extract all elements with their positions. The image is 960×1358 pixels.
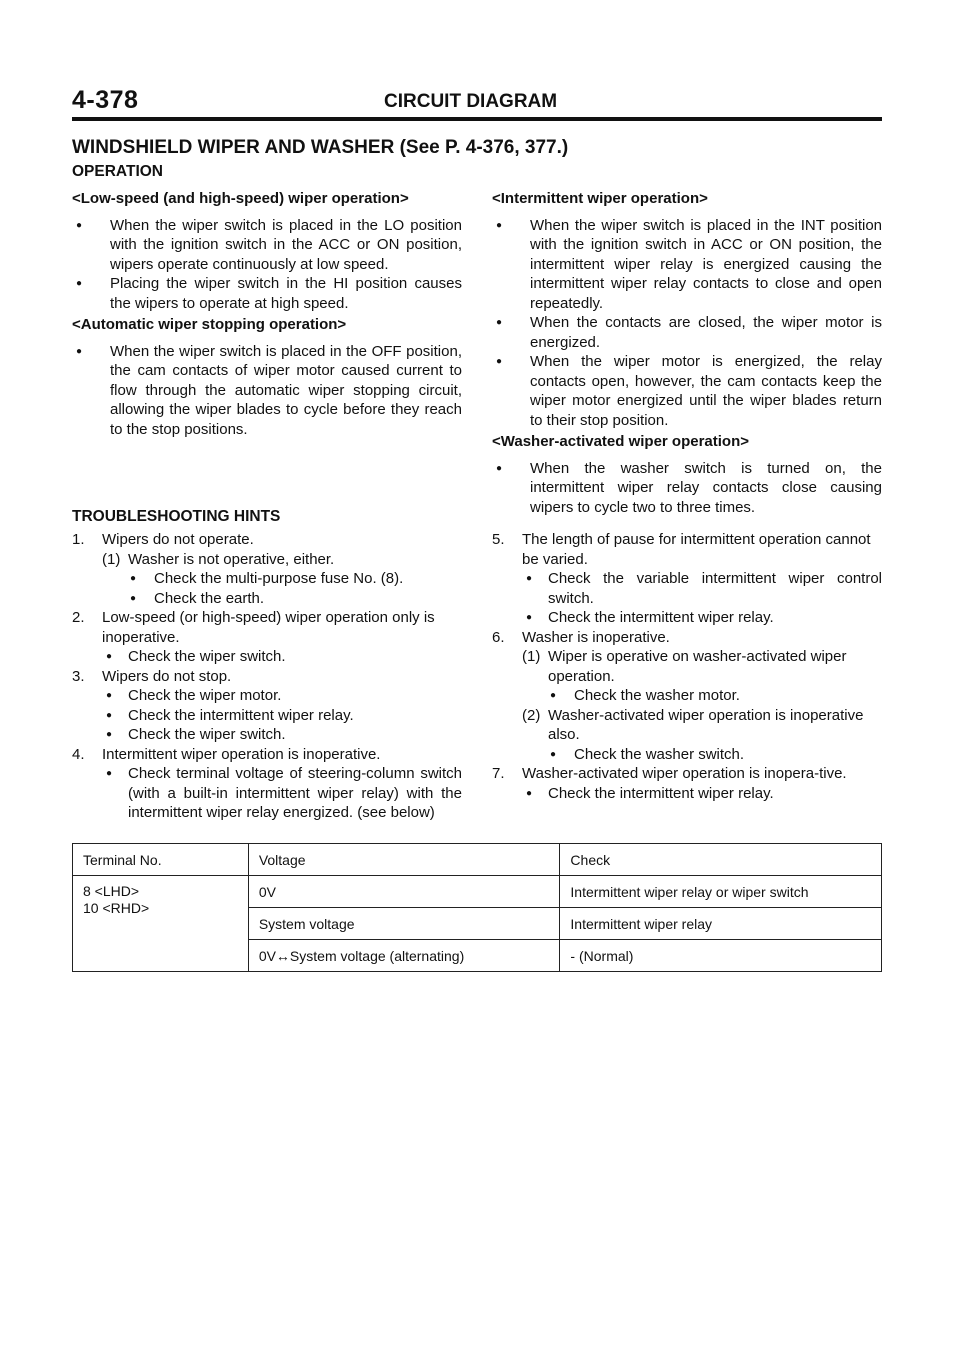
hint-number: 2. xyxy=(72,609,85,626)
auto-stop-title: <Automatic wiper stopping operation> xyxy=(72,316,347,333)
header-check: Check xyxy=(560,844,882,876)
hint-text: The length of pause for intermittent operation cannot be varied. xyxy=(522,531,871,568)
header-rule xyxy=(72,117,882,121)
auto-stop-bullet-1: ● When the wiper switch is placed in the OFF position, the cam contacts of wiper motor caused current to flow through the automatic wiper stopping circuit, allowing the wiper blades to cycle before they reach to the stop positions. xyxy=(72,342,462,440)
troubleshooting-right-column xyxy=(492,530,882,803)
terminal-lhd: 8 <LHD> xyxy=(83,883,140,899)
header-voltage: Voltage xyxy=(248,844,560,876)
operation-left-column xyxy=(72,189,462,439)
voltage-cell: System voltage xyxy=(248,908,560,940)
check-item: ● Check the multi-purpose fuse No. (8). xyxy=(72,569,462,589)
hint-number: 4. xyxy=(72,745,85,763)
hint-text: Low-speed (or high-speed) wiper operation only is inoperative. xyxy=(102,609,435,646)
hint-text: Washer is inoperative. xyxy=(522,628,670,646)
section-title: WINDSHIELD WIPER AND WASHER (See P. 4-376, 377.) xyxy=(72,137,569,158)
check-item: ● Check the intermittent wiper relay. xyxy=(492,784,882,804)
hint-number: 6. xyxy=(492,628,505,646)
hint-6-sub-1 xyxy=(492,647,882,686)
hint-4 xyxy=(72,745,462,765)
chapter-title: CIRCUIT DIAGRAM xyxy=(384,91,558,112)
terminal-voltage-table xyxy=(72,843,882,972)
troubleshooting-left-column xyxy=(72,530,462,823)
intermittent-bullet-1: ● When the wiper switch is placed in the INT position with the ignition switch in ACC or ON position, the intermittent wiper relay is energized causing the intermittent wiper relay contacts to close and open repeatedly. xyxy=(492,216,882,314)
check-item: ● Check the variable intermittent wiper control switch. xyxy=(492,569,882,608)
page-number: 4-378 xyxy=(72,86,139,114)
sub-number: (1) xyxy=(102,550,121,568)
hint-number: 1. xyxy=(72,531,85,548)
terminal-rhd: 10 <RHD> xyxy=(83,900,150,916)
check-cell: Intermittent wiper relay or wiper switch xyxy=(560,876,882,908)
intermittent-bullet-2: ● When the contacts are closed, the wiper motor is energized. xyxy=(492,313,882,352)
hint-5 xyxy=(492,530,882,569)
hint-number: 5. xyxy=(492,531,505,548)
header-terminal-no: Terminal No. xyxy=(73,844,249,876)
low-speed-bullet-2: ● Placing the wiper switch in the HI position causes the wipers to operate at high speed. xyxy=(72,274,462,313)
terminal-cell xyxy=(73,876,249,972)
voltage-cell: 0V↔System voltage (alternating) xyxy=(248,940,560,972)
troubleshooting-heading: TROUBLESHOOTING HINTS xyxy=(72,508,281,525)
check-item: ● Check terminal voltage of steering-column switch (with a built-in intermittent wiper relay) with the intermittent wiper relay energized. (see below) xyxy=(72,764,462,823)
check-item: ● Check the intermittent wiper relay. xyxy=(72,706,462,726)
table-row xyxy=(73,876,882,908)
check-item: ● Check the wiper motor. xyxy=(72,686,462,706)
hint-text: Wipers do not operate. xyxy=(102,531,254,548)
check-item: ● Check the washer motor. xyxy=(492,686,882,706)
hint-1-sub-1 xyxy=(72,550,462,570)
check-cell: - (Normal) xyxy=(560,940,882,972)
check-item: ● Check the intermittent wiper relay. xyxy=(492,608,882,628)
table-header-row xyxy=(73,844,882,876)
hint-6-sub-2 xyxy=(492,706,882,745)
hint-2 xyxy=(72,608,462,647)
low-speed-bullet-1: ● When the wiper switch is placed in the LO position with the ignition switch in the ACC or ON position, wipers operate continuously at low speed. xyxy=(72,216,462,275)
hint-6 xyxy=(492,628,882,648)
sub-number: (2) xyxy=(522,706,541,724)
intermittent-title: <Intermittent wiper operation> xyxy=(492,190,708,207)
check-cell: Intermittent wiper relay xyxy=(560,908,882,940)
check-item: ● Check the wiper switch. xyxy=(72,725,462,745)
washer-bullet-1: ● When the washer switch is turned on, the intermittent wiper relay contacts close causing wipers to cycle two to three times. xyxy=(492,459,882,518)
operation-heading: OPERATION xyxy=(72,163,163,180)
check-item: ● Check the wiper switch. xyxy=(72,647,462,667)
hint-7 xyxy=(492,764,882,784)
hint-3 xyxy=(72,667,462,687)
sub-text: Wiper is operative on washer-activated wiper operation. xyxy=(548,648,847,685)
check-item: ● Check the washer switch. xyxy=(492,745,882,765)
hint-text: Intermittent wiper operation is inoperative. xyxy=(102,745,381,763)
voltage-cell: 0V xyxy=(248,876,560,908)
sub-text: Washer-activated wiper operation is inoperative also. xyxy=(548,706,864,743)
page-header xyxy=(72,86,884,120)
intermittent-bullet-3: ● When the wiper motor is energized, the relay contacts open, however, the cam contacts keep the wiper motor energized until the wiper blades return to their stop position. xyxy=(492,352,882,430)
washer-title: <Washer-activated wiper operation> xyxy=(492,433,750,450)
hint-1 xyxy=(72,530,462,550)
hint-text: Wipers do not stop. xyxy=(102,667,232,685)
sub-number: (1) xyxy=(522,648,541,665)
sub-text: Washer is not operative, either. xyxy=(128,550,335,568)
low-speed-title: <Low-speed (and high-speed) wiper operation> xyxy=(72,190,409,207)
hint-number: 3. xyxy=(72,667,85,685)
check-item: ● Check the earth. xyxy=(72,589,462,609)
hint-number: 7. xyxy=(492,765,505,782)
hint-text: Washer-activated wiper operation is inopera-tive. xyxy=(522,765,847,782)
operation-right-column xyxy=(492,189,882,517)
